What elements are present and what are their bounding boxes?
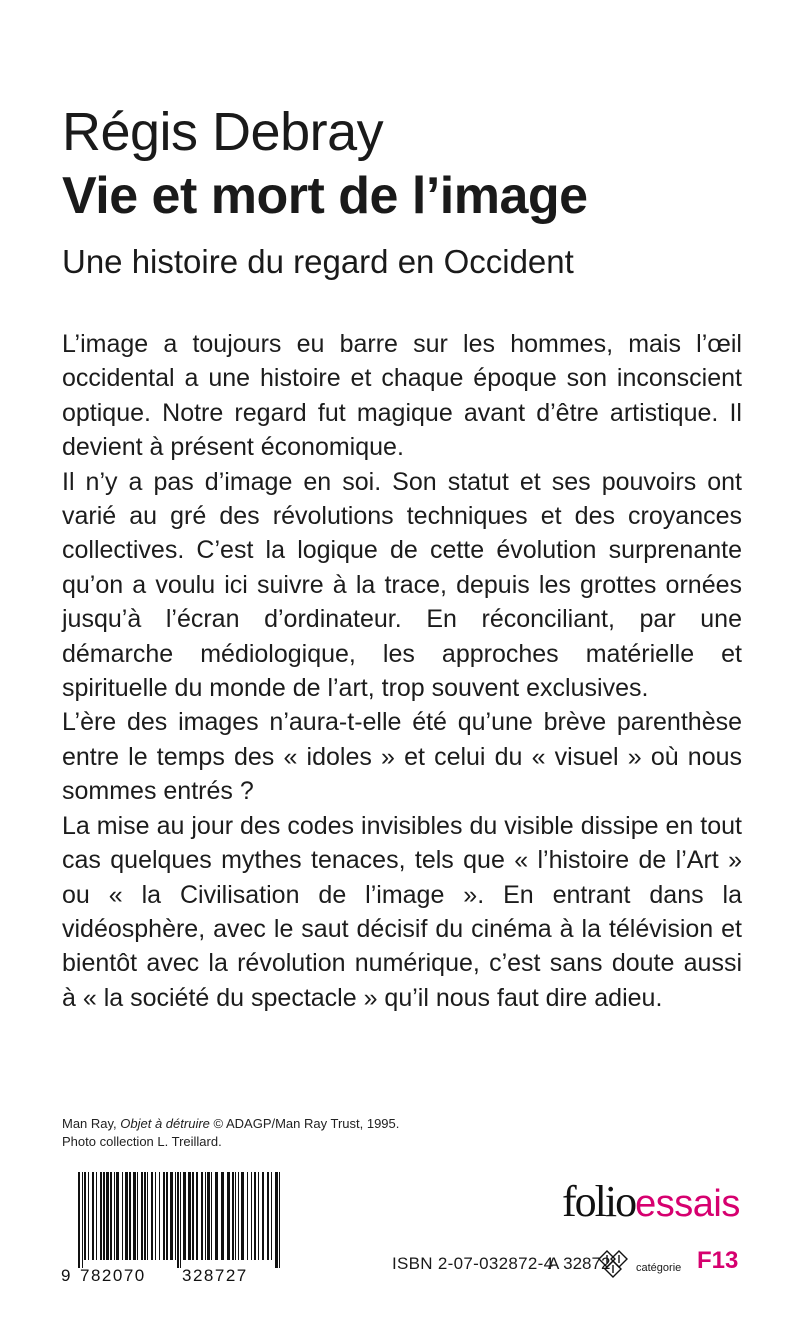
barcode-bar: [238, 1172, 239, 1260]
blurb: [62, 327, 742, 1015]
folio-essais-logo: [562, 1175, 740, 1239]
barcode-graphic: [60, 1172, 282, 1284]
barcode-bar: [147, 1172, 148, 1260]
barcode-bar: [170, 1172, 173, 1260]
barcode-bar: [258, 1172, 259, 1260]
barcode-bar: [251, 1172, 252, 1260]
barcode-bar: [116, 1172, 119, 1260]
barcode-bar: [114, 1172, 115, 1260]
category-code: F13: [697, 1247, 739, 1274]
barcode-bar: [141, 1172, 143, 1260]
barcode-bar: [196, 1172, 198, 1260]
barcode-bar: [110, 1172, 112, 1260]
logo-essais: essais: [635, 1183, 740, 1225]
barcode: [60, 1172, 282, 1284]
barcode-bar: [133, 1172, 136, 1260]
barcode-bar: [122, 1172, 123, 1260]
credit-artist: Man Ray,: [62, 1116, 121, 1131]
barcode-bar: [82, 1172, 83, 1268]
barcode-bar: [227, 1172, 230, 1260]
barcode-bar: [155, 1172, 156, 1260]
barcode-bar: [247, 1172, 248, 1260]
barcode-bar: [144, 1172, 146, 1260]
barcode-bar: [103, 1172, 105, 1260]
category-label: catégorie: [636, 1262, 682, 1274]
barcode-bar: [254, 1172, 256, 1260]
barcode-bar: [106, 1172, 109, 1260]
barcode-bar: [271, 1172, 272, 1260]
barcode-bar: [96, 1172, 97, 1260]
barcode-bar: [125, 1172, 128, 1260]
barcode-bar: [215, 1172, 218, 1260]
barcode-bar: [275, 1172, 278, 1268]
gallimard-logo-icon: [595, 1245, 631, 1281]
isbn: ISBN 2-07-032872-4: [392, 1254, 554, 1273]
barcode-bar: [137, 1172, 138, 1260]
barcode-bar: [192, 1172, 194, 1260]
credit-work: Objet à détruire: [120, 1116, 210, 1131]
barcode-bar: [175, 1172, 176, 1260]
logo-folio: folio: [562, 1177, 636, 1226]
barcode-bar: [235, 1172, 236, 1260]
barcode-bar: [207, 1172, 210, 1260]
barcode-bar: [262, 1172, 264, 1260]
blurb-paragraph-1: L’image a toujours eu barre sur les hommes, mais l’œil occidental a une histoire et chaque époque son inconscient optique. Notre regard fut magique avant d’être artistique. Il devient à présent économique.: [62, 330, 742, 462]
image-credit: [62, 1115, 399, 1151]
author-name: Régis Debray: [62, 102, 384, 162]
barcode-bar: [88, 1172, 89, 1260]
barcode-bar: [201, 1172, 203, 1260]
barcode-bar: [129, 1172, 131, 1260]
barcode-bar: [279, 1172, 280, 1268]
barcode-bar: [183, 1172, 186, 1260]
barcode-group-1: 782070: [80, 1266, 146, 1284]
book-subtitle: Une histoire du regard en Occident: [62, 243, 574, 280]
book-title: Vie et mort de l’image: [62, 167, 588, 225]
blurb-paragraph-4: La mise au jour des codes invisibles du visible dissipe en tout cas quelques mythes tenaces, tels que « l’histoire de l’Art » ou « la Civilisation de l’image ». En entrant dans la vidéosphère, avec le saut décisif du cinéma à la télévision et bientôt avec la révolution numérique, c’est sans doute aussi à « la société du spectacle » qu’il nous faut dire adieu.: [62, 811, 742, 1012]
credit-line-1: [62, 1115, 399, 1133]
credit-photo: Photo collection L. Treillard.: [62, 1134, 222, 1149]
barcode-bar: [232, 1172, 234, 1260]
barcode-bar: [177, 1172, 179, 1268]
product-code: A 32872: [548, 1254, 611, 1273]
barcode-bar: [159, 1172, 160, 1260]
barcode-bar: [211, 1172, 212, 1260]
blurb-paragraph-3: L’ère des images n’aura-t-elle été qu’une brève parenthèse entre le temps des « idoles » et celui du « visuel » où nous sommes entrés ?: [62, 708, 742, 806]
barcode-bar: [163, 1172, 165, 1260]
barcode-first-digit: 9: [61, 1266, 71, 1284]
barcode-bar: [92, 1172, 94, 1260]
barcode-bar: [100, 1172, 102, 1260]
barcode-bar: [151, 1172, 153, 1260]
barcode-bar: [188, 1172, 191, 1260]
barcode-group-2: 328727: [182, 1266, 248, 1284]
barcode-bar: [267, 1172, 269, 1260]
barcode-bars: [78, 1172, 280, 1268]
credit-rights: © ADAGP/Man Ray Trust, 1995.: [209, 1116, 400, 1131]
barcode-bar: [241, 1172, 244, 1260]
barcode-bar: [78, 1172, 80, 1268]
barcode-bar: [221, 1172, 224, 1260]
barcode-bar: [84, 1172, 86, 1260]
blurb-paragraph-2: Il n’y a pas d’image en soi. Son statut et ses pouvoirs ont varié au gré des révolutions techniques et des croyances collectives. C’est la logique de cette évolution surprenante qu’on a voulu ici suivre à la trace, depuis les grottes ornées jusqu’à l’écran d’ordinateur. En réconciliant, par une démarche médiologique, les approches matérielle et spirituelle du monde de l’art, trop souvent exclusives.: [62, 467, 742, 703]
barcode-bar: [180, 1172, 181, 1268]
barcode-bar: [166, 1172, 168, 1260]
barcode-bar: [205, 1172, 206, 1260]
